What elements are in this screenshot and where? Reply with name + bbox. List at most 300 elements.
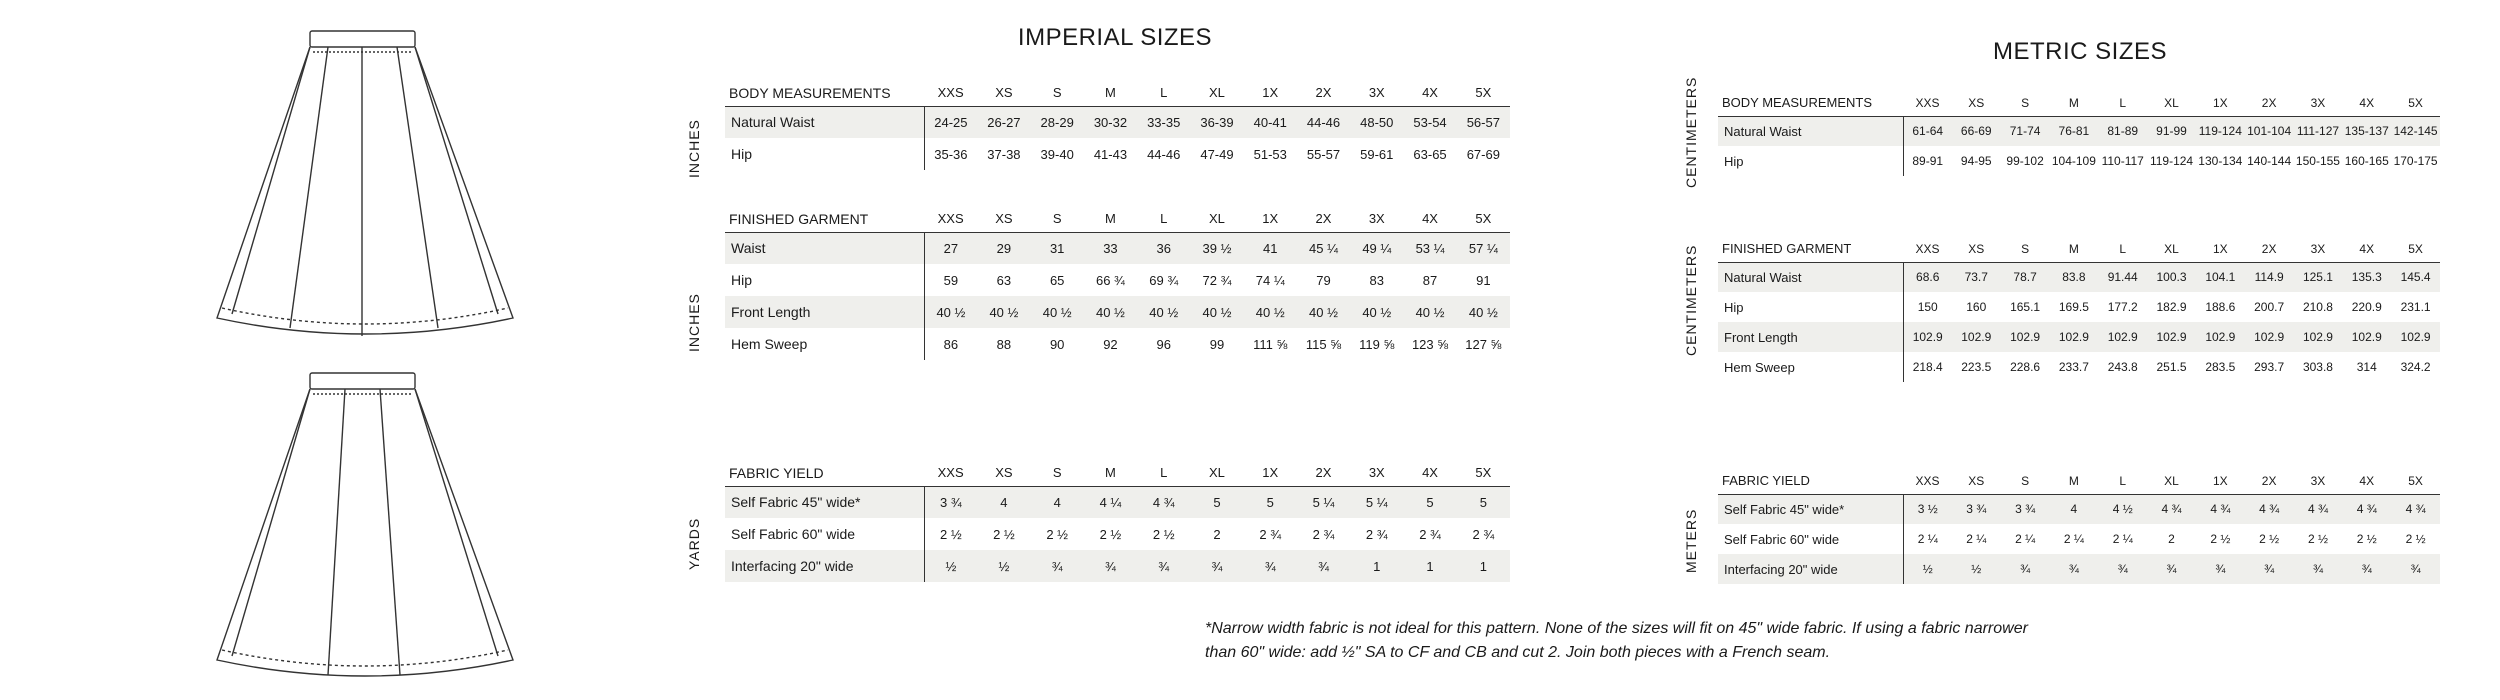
table-cell: 28-29 [1040, 114, 1074, 130]
table-cell: 1 [1479, 558, 1487, 574]
table-row [725, 138, 1510, 170]
size-header-xl: XL [2164, 95, 2179, 110]
table-cell: 33 [1103, 240, 1118, 256]
table-cell: 63-65 [1413, 146, 1447, 162]
table-cell: 94-95 [1960, 154, 1992, 168]
row-label: Natural Waist [725, 106, 924, 138]
table-row [1718, 494, 2440, 524]
table-row [725, 232, 1510, 264]
size-header-l: L [1160, 465, 1168, 481]
table-cell: 83 [1369, 272, 1384, 288]
table-row [725, 486, 1510, 518]
size-header-xxs: XXS [1915, 95, 1940, 110]
size-header-xs: XS [995, 85, 1013, 101]
table-cell: 63 [996, 272, 1012, 288]
size-header-xxs: XXS [937, 211, 964, 227]
size-header-4x: 4X [1422, 211, 1438, 227]
table-cell: 66 ¾ [1095, 272, 1125, 288]
size-header-m: M [2068, 95, 2079, 110]
table-cell: 4 [1053, 494, 1061, 510]
table-cell: 48-50 [1360, 114, 1394, 130]
table-cell: 37-38 [987, 146, 1021, 162]
row-label: Interfacing 20" wide [1718, 554, 1903, 584]
table-cell: ¾ [2166, 562, 2177, 576]
table-cell: 4 ¾ [2307, 502, 2328, 517]
table-cell: 30-32 [1093, 114, 1128, 130]
row-label: Interfacing 20" wide [725, 550, 924, 582]
metric-finished-unit-label: CENTIMETERS [1683, 244, 1699, 356]
table-cell: 76-81 [2058, 124, 2090, 139]
metric-title: METRIC SIZES [1992, 38, 2167, 65]
size-header-3x: 3X [1368, 85, 1385, 101]
table-cell: 130-134 [2198, 154, 2243, 168]
table-cell: ½ [1971, 562, 1982, 576]
table-cell: 119-124 [2198, 124, 2242, 139]
size-header-m: M [1105, 85, 1116, 101]
table-cell: 40-41 [1253, 114, 1287, 130]
table-header-row [1718, 468, 2440, 494]
table-cell: 125.1 [2302, 270, 2333, 285]
table-cell: 26-27 [987, 114, 1021, 130]
table-cell: 74 ¼ [1255, 272, 1285, 288]
table-cell: 102.9 [2351, 330, 2382, 344]
table-row [1718, 352, 2440, 382]
table-cell: 102.9 [2205, 330, 2236, 344]
table-row [725, 328, 1510, 360]
table-cell: 231.1 [2400, 300, 2431, 314]
table-row [1718, 116, 2440, 146]
size-header-5x: 5X [2408, 241, 2423, 256]
table-cell: 243.8 [2107, 360, 2138, 374]
table-cell: 66-69 [1960, 124, 1992, 139]
size-header-m: M [1105, 465, 1116, 481]
table-cell: 2 ½ [940, 526, 962, 542]
table-cell: 40 ½ [1468, 304, 1498, 320]
table-row [1718, 554, 2440, 584]
size-header-4x: 4X [1422, 465, 1438, 481]
footnote-line-1: *Narrow width fabric is not ideal for this pattern. None of the sizes will fit on 45" wide fabric. If using a fabric narrower [1205, 620, 2028, 637]
table-row [725, 264, 1510, 296]
table-row [725, 106, 1510, 138]
table-cell: 92 [1103, 336, 1118, 352]
table-cell: 5 ¼ [1312, 494, 1335, 510]
row-label: Natural Waist [1718, 262, 1903, 292]
skirt-front-illustration [210, 28, 520, 348]
size-header-2x: 2X [1315, 85, 1332, 101]
table-cell: 3 ¾ [940, 494, 962, 510]
metric-finished-table [1718, 236, 2440, 382]
table-cell: 104-109 [2051, 154, 2096, 168]
imperial-body-unit-label: INCHES [686, 119, 702, 178]
imperial-fabric-yield [725, 460, 1510, 582]
table-cell: 91 [1476, 272, 1491, 288]
row-label: Hip [725, 264, 924, 296]
size-header-xs: XS [1968, 95, 1985, 110]
table-cell: 40 ½ [1095, 304, 1125, 320]
size-header-xl: XL [1209, 211, 1225, 227]
table-cell: 5 [1426, 494, 1434, 510]
table-row [1718, 262, 2440, 292]
table-cell: 2 ¼ [2063, 532, 2084, 546]
table-cell: 210.8 [2302, 300, 2333, 314]
table-cell: 2 ¾ [1472, 526, 1495, 542]
table-cell: 111 ⅝ [1253, 336, 1288, 352]
table-cell: ¾ [2020, 562, 2031, 576]
table-cell: 91-99 [2156, 124, 2187, 139]
size-header-xl: XL [2164, 241, 2179, 256]
table-cell: ¾ [2215, 562, 2226, 576]
body-measurements-header: BODY MEASUREMENTS [1722, 95, 1873, 111]
table-cell: ¾ [1105, 558, 1116, 574]
fabric-yield-header: FABRIC YIELD [729, 464, 824, 481]
table-cell: 188.6 [2205, 300, 2236, 314]
table-cell: ¾ [1158, 558, 1170, 574]
size-header-3x: 3X [2310, 241, 2326, 256]
size-header-2x: 2X [1315, 465, 1332, 481]
table-cell: 2 ½ [2405, 532, 2426, 546]
size-header-2x: 2X [1315, 211, 1332, 227]
table-cell: 177.2 [2107, 300, 2138, 314]
table-cell: 324.2 [2400, 360, 2431, 374]
size-header-xs: XS [995, 465, 1013, 481]
table-cell: 303.8 [2302, 360, 2333, 374]
table-cell: 4 ¾ [2356, 502, 2377, 517]
table-cell: 40 ½ [1202, 304, 1232, 320]
row-label: Self Fabric 60" wide [1718, 524, 1903, 554]
table-cell: 57 ¼ [1468, 240, 1498, 256]
row-label: Self Fabric 45" wide* [1718, 494, 1903, 524]
table-cell: 61-64 [1912, 124, 1944, 139]
size-header-4x: 4X [2359, 95, 2375, 110]
table-cell: 40 ½ [1362, 304, 1392, 320]
table-cell: 53-54 [1413, 114, 1447, 130]
size-header-l: L [1160, 85, 1168, 101]
size-header-s: S [1052, 465, 1062, 481]
size-header-s: S [1052, 85, 1062, 101]
footnote-line-2: than 60" wide: add ½" SA to CF and CB and cut 2. Join both pieces with a French seam. [1205, 644, 1831, 661]
row-label: Hip [1718, 146, 1903, 176]
table-row [725, 518, 1510, 550]
table-cell: 4 [2070, 502, 2078, 517]
size-header-1x: 1X [1262, 85, 1279, 101]
table-cell: 24-25 [934, 114, 968, 130]
size-header-s: S [2021, 95, 2030, 110]
table-cell: 86 [943, 336, 959, 352]
table-cell: 5 [1213, 494, 1221, 510]
table-row [725, 296, 1510, 328]
table-cell: 73.7 [1964, 270, 1988, 285]
size-header-5x: 5X [2408, 95, 2423, 110]
size-header-5x: 5X [1475, 211, 1492, 227]
table-cell: 218.4 [1912, 360, 1943, 374]
table-header-row [1718, 90, 2440, 116]
metric-yield-unit-label: METERS [1683, 508, 1699, 573]
table-cell: 31 [1049, 240, 1065, 256]
metric-body-measurements [1718, 90, 2440, 176]
imperial-finished-garment [725, 206, 1510, 360]
table-cell: 200.7 [2254, 300, 2285, 314]
table-cell: 2 [1213, 526, 1221, 542]
table-header-row [1718, 236, 2440, 262]
table-cell: 89-91 [1912, 154, 1944, 168]
table-cell: 51-53 [1253, 146, 1287, 162]
table-cell: 2 ¾ [1312, 526, 1335, 542]
metric-fabric-yield [1718, 468, 2440, 584]
table-cell: 2 ½ [993, 526, 1015, 542]
table-cell: ¾ [2312, 562, 2323, 576]
table-cell: 65 [1049, 272, 1065, 288]
table-cell: 228.6 [2010, 360, 2041, 374]
table-header-row [725, 80, 1510, 106]
table-cell: 142-145 [2393, 124, 2438, 139]
row-label: Front Length [725, 296, 924, 328]
size-header-l: L [2119, 241, 2127, 256]
table-cell: 145.4 [2400, 270, 2431, 285]
table-cell: 4 ¾ [2259, 502, 2280, 517]
table-row [1718, 322, 2440, 352]
table-cell: 283.5 [2205, 360, 2236, 374]
table-cell: ¾ [1211, 558, 1223, 574]
table-cell: 110-117 [2101, 154, 2144, 168]
size-header-1x: 1X [2212, 241, 2228, 256]
table-cell: 47-49 [1200, 146, 1234, 162]
table-cell: 49 ¼ [1362, 240, 1392, 256]
size-header-xs: XS [995, 211, 1013, 227]
size-header-m: M [2068, 473, 2079, 488]
table-cell: 68.6 [1916, 270, 1940, 285]
size-header-s: S [2021, 241, 2030, 256]
table-cell: 29 [996, 240, 1012, 256]
table-cell: 4 [1000, 494, 1008, 510]
table-cell: 5 [1266, 494, 1274, 510]
size-header-xl: XL [2164, 473, 2179, 488]
table-cell: 223.5 [1961, 360, 1992, 374]
table-cell: ¾ [2264, 562, 2275, 576]
size-header-4x: 4X [2359, 473, 2375, 488]
size-header-xl: XL [1209, 465, 1225, 481]
table-cell: 2 ½ [1099, 526, 1122, 542]
table-cell: 119 ⅝ [1359, 336, 1395, 352]
table-cell: 3 ¾ [2015, 502, 2036, 517]
table-cell: 182.9 [2156, 300, 2187, 314]
metric-body-unit-label: CENTIMETERS [1683, 76, 1699, 188]
table-cell: 79 [1316, 272, 1331, 288]
table-cell: 4 ¼ [1099, 494, 1122, 510]
table-cell: 83.8 [2062, 270, 2086, 285]
table-cell: 150-155 [2295, 154, 2340, 168]
table-cell: 102.9 [2156, 330, 2187, 344]
table-cell: 4 ¾ [2210, 502, 2231, 517]
row-label: Self Fabric 45" wide* [725, 486, 924, 518]
table-cell: 104.1 [2205, 270, 2236, 285]
table-cell: 4 ¾ [2161, 502, 2182, 517]
table-cell: 114.9 [2254, 270, 2284, 285]
table-cell: 111-127 [2296, 124, 2340, 139]
table-cell: 135.3 [2351, 270, 2382, 285]
size-header-2x: 2X [2261, 95, 2277, 110]
size-header-xxs: XXS [937, 465, 964, 481]
table-cell: 2 ½ [1046, 526, 1069, 542]
table-cell: 71-74 [2009, 124, 2041, 139]
size-header-3x: 3X [1368, 211, 1385, 227]
table-cell: 2 ¾ [1365, 526, 1388, 542]
row-label: Hip [1718, 292, 1903, 322]
row-label: Self Fabric 60" wide [725, 518, 924, 550]
table-cell: 90 [1049, 336, 1065, 352]
table-cell: 69 ¾ [1149, 272, 1179, 288]
table-cell: 59 [943, 272, 959, 288]
table-cell: 4 ½ [2112, 502, 2133, 517]
table-cell: 160 [1966, 300, 1987, 314]
size-header-3x: 3X [2310, 95, 2326, 110]
table-cell: 233.7 [2058, 360, 2089, 374]
table-cell: ½ [1922, 562, 1933, 576]
table-cell: 36 [1156, 240, 1171, 256]
table-cell: 2 ¾ [1259, 526, 1282, 542]
table-cell: 44-46 [1147, 146, 1181, 162]
size-header-4x: 4X [2359, 241, 2375, 256]
table-cell: 102.9 [2010, 330, 2041, 344]
metric-yield-table [1718, 468, 2440, 584]
table-row [1718, 292, 2440, 322]
table-cell: 102.9 [1961, 330, 1992, 344]
table-cell: 91.44 [2107, 270, 2138, 285]
size-header-1x: 1X [2212, 95, 2228, 110]
table-cell: 102.9 [2107, 330, 2138, 344]
table-cell: 27 [943, 240, 959, 256]
table-row [1718, 146, 2440, 176]
finished-garment-header: FINISHED GARMENT [729, 210, 869, 227]
table-cell: 2 ½ [2356, 532, 2377, 546]
table-cell: 127 ⅝ [1465, 336, 1502, 352]
table-cell: ¾ [2117, 562, 2128, 576]
table-cell: 220.9 [2351, 300, 2382, 314]
table-cell: 35-36 [934, 146, 968, 162]
size-header-xxs: XXS [1915, 473, 1940, 488]
size-header-s: S [2021, 473, 2030, 488]
table-cell: 45 ¼ [1309, 240, 1338, 256]
size-header-2x: 2X [2261, 473, 2277, 488]
size-header-xs: XS [1968, 241, 1985, 256]
table-cell: 123 ⅝ [1411, 336, 1449, 352]
table-cell: 115 ⅝ [1305, 336, 1342, 352]
row-label: Waist [725, 232, 924, 264]
table-cell: 99-102 [2006, 154, 2044, 168]
table-cell: 251.5 [2156, 360, 2187, 374]
table-cell: 1 [1426, 558, 1434, 574]
table-cell: 2 ¼ [1917, 532, 1938, 546]
table-cell: ½ [998, 558, 1010, 574]
table-cell: 72 ¾ [1202, 272, 1232, 288]
table-cell: 36-39 [1200, 114, 1234, 130]
metric-body-table [1718, 90, 2440, 176]
row-label: Hem Sweep [725, 328, 924, 360]
size-header-m: M [1105, 211, 1116, 227]
table-cell: 40 ½ [989, 304, 1019, 320]
imperial-body-table [725, 80, 1510, 170]
table-cell: 119-124 [2149, 154, 2194, 168]
metric-finished-garment [1718, 236, 2440, 382]
table-cell: 78.7 [2013, 270, 2037, 285]
finished-garment-header: FINISHED GARMENT [1722, 241, 1852, 257]
table-cell: 169.5 [2058, 300, 2089, 314]
row-label: Hem Sweep [1718, 352, 1903, 382]
row-label: Hip [725, 138, 924, 170]
table-cell: ¾ [2410, 562, 2421, 576]
size-header-5x: 5X [2408, 473, 2423, 488]
imperial-body-measurements [725, 80, 1510, 170]
table-row [1718, 524, 2440, 554]
table-cell: 135-137 [2344, 124, 2389, 139]
table-cell: 102.9 [2058, 330, 2089, 344]
row-label: Natural Waist [1718, 116, 1903, 146]
table-cell: 170-175 [2393, 154, 2438, 168]
table-cell: 4 ¾ [1152, 494, 1175, 510]
size-header-xl: XL [1209, 85, 1225, 101]
table-cell: 4 ¾ [2405, 502, 2426, 517]
body-measurements-header: BODY MEASUREMENTS [729, 84, 891, 101]
table-cell: ½ [945, 558, 957, 574]
size-header-1x: 1X [1262, 211, 1279, 227]
table-cell: 41 [1263, 240, 1278, 256]
table-cell: 88 [996, 336, 1012, 352]
table-cell: 2 ¼ [2015, 532, 2036, 546]
table-cell: 5 [1479, 494, 1487, 510]
table-row [725, 550, 1510, 582]
table-cell: 39 ½ [1202, 240, 1232, 256]
table-cell: 3 ¾ [1966, 502, 1987, 517]
table-cell: 40 ½ [1042, 304, 1072, 320]
table-cell: ¾ [2361, 562, 2372, 576]
row-label: Front Length [1718, 322, 1903, 352]
table-cell: 2 ¼ [2112, 532, 2133, 546]
table-cell: 40 ½ [1149, 304, 1179, 320]
table-cell: 314 [2356, 360, 2377, 374]
table-cell: 2 ½ [2210, 532, 2231, 546]
table-cell: 40 ½ [936, 304, 966, 320]
table-cell: 67-69 [1466, 146, 1500, 162]
table-cell: 2 ½ [2259, 532, 2280, 546]
table-cell: 44-46 [1306, 114, 1341, 130]
size-header-3x: 3X [1368, 465, 1385, 481]
table-cell: 59-61 [1360, 146, 1394, 162]
imperial-yield-table [725, 460, 1510, 582]
size-header-xs: XS [1968, 473, 1985, 488]
table-cell: 81-89 [2107, 124, 2139, 139]
size-header-m: M [2068, 241, 2079, 256]
table-cell: 165.1 [2010, 300, 2041, 314]
table-cell: 99 [1209, 336, 1225, 352]
table-cell: 140-144 [2247, 154, 2292, 168]
table-cell: 102.9 [2400, 330, 2431, 344]
table-cell: 160-165 [2344, 154, 2389, 168]
imperial-title: IMPERIAL SIZES [1017, 24, 1213, 51]
size-header-l: L [2119, 95, 2127, 110]
skirt-back-illustration [210, 370, 520, 690]
size-header-5x: 5X [1475, 465, 1492, 481]
size-header-xxs: XXS [937, 85, 964, 101]
table-cell: 40 ½ [1255, 304, 1285, 320]
table-cell: 40 ½ [1415, 304, 1445, 320]
table-cell: 101-104 [2247, 124, 2292, 139]
table-cell: 150 [1917, 300, 1938, 314]
table-cell: 293.7 [2254, 360, 2285, 374]
footnote [1205, 617, 2105, 665]
table-cell: 87 [1422, 272, 1438, 288]
size-header-l: L [2119, 473, 2127, 488]
table-cell: 2 [2168, 532, 2175, 546]
table-cell: 2 ¾ [1419, 526, 1441, 542]
